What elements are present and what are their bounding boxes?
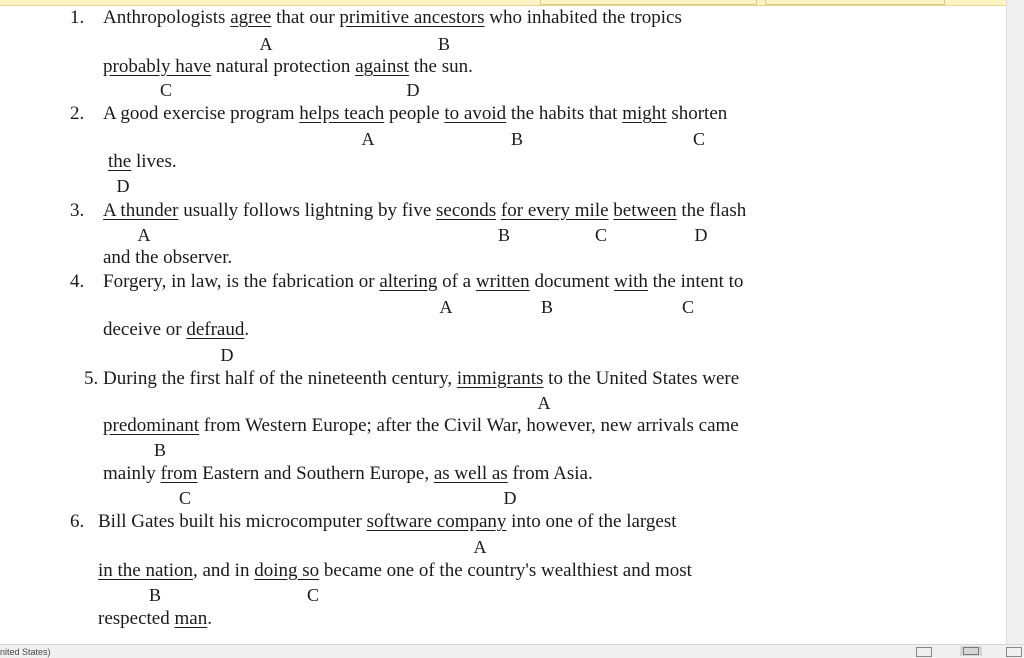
question-line: A good exercise program helps teach people to avoid the habits that might shorten bbox=[103, 103, 728, 124]
question-number: 1. bbox=[70, 7, 85, 28]
option-label-d: D bbox=[406, 80, 420, 100]
underlined-option-d: against bbox=[355, 56, 410, 77]
underlined-option-c: doing so bbox=[254, 560, 320, 581]
question-line: Anthropologists agree that our primitive ancestors who inhabited the tropics bbox=[103, 7, 682, 28]
print-layout-icon[interactable] bbox=[960, 646, 982, 656]
option-label-b: B bbox=[153, 440, 166, 460]
underlined-option-d: the bbox=[108, 151, 132, 172]
question-line: and the observer. bbox=[103, 247, 233, 268]
option-label-b: B bbox=[540, 297, 553, 317]
ruler-bar bbox=[0, 0, 1006, 6]
underlined-option-b: seconds bbox=[436, 200, 497, 221]
underlined-option-b: written bbox=[475, 271, 530, 292]
question-line: deceive or defraud. bbox=[103, 319, 250, 340]
option-label-a: A bbox=[439, 297, 453, 317]
option-label-c: C bbox=[159, 80, 172, 100]
underlined-option-b: in the nation bbox=[98, 560, 193, 581]
underlined-option-d: defraud bbox=[186, 319, 245, 340]
question-number: 5. bbox=[84, 368, 99, 389]
underlined-option-b: to avoid bbox=[444, 103, 507, 124]
option-label-d: D bbox=[503, 488, 517, 508]
question-line: the lives. bbox=[108, 151, 177, 172]
option-label-b: B bbox=[510, 129, 523, 149]
option-label-a: A bbox=[361, 129, 375, 149]
question-line: probably have natural protection against the sun. bbox=[103, 56, 473, 77]
option-label-a: A bbox=[259, 34, 273, 54]
underlined-option-a: altering bbox=[379, 271, 438, 292]
option-label-c: C bbox=[178, 488, 191, 508]
underlined-option-c: from bbox=[160, 463, 198, 484]
underlined-option-a: A thunder bbox=[103, 200, 179, 221]
question-line: mainly from Eastern and Southern Europe, as well as from Asia. bbox=[103, 463, 593, 484]
language-indicator[interactable]: nited States) bbox=[0, 647, 51, 657]
option-label-d: D bbox=[220, 345, 234, 365]
question-number: 4. bbox=[70, 271, 85, 292]
question-number: 6. bbox=[70, 511, 85, 532]
question-line: Forgery, in law, is the fabrication or altering of a written document with the intent to bbox=[103, 271, 744, 292]
question-line: in the nation, and in doing so became one of the country's wealthiest and most bbox=[98, 560, 692, 581]
option-label-d: D bbox=[116, 176, 130, 196]
option-label-c: C bbox=[306, 585, 319, 605]
option-label-b: B bbox=[497, 225, 510, 245]
underlined-option-a: immigrants bbox=[456, 368, 544, 389]
underlined-option-c: with bbox=[614, 271, 648, 292]
question-line: predominant from Western Europe; after the Civil War, however, new arrivals came bbox=[103, 415, 739, 436]
question-line: Bill Gates built his microcomputer software company into one of the largest bbox=[98, 511, 677, 532]
underlined-option-d: as well as bbox=[433, 463, 508, 484]
option-label-b: B bbox=[148, 585, 161, 605]
web-layout-icon[interactable] bbox=[1006, 647, 1022, 657]
vertical-scrollbar[interactable] bbox=[1006, 0, 1024, 644]
underlined-option-c: probably have bbox=[103, 56, 212, 77]
underlined-option-c: for every mile bbox=[500, 200, 609, 221]
option-label-d: D bbox=[694, 225, 708, 245]
underlined-option-a: software company bbox=[366, 511, 507, 532]
read-mode-icon[interactable] bbox=[916, 647, 932, 657]
question-number: 3. bbox=[70, 200, 85, 221]
question-line: A thunder usually follows lightning by five seconds for every mile between the flash bbox=[103, 200, 747, 221]
underlined-option-a: helps teach bbox=[299, 103, 385, 124]
option-label-a: A bbox=[537, 393, 551, 413]
option-label-a: A bbox=[137, 225, 151, 245]
underlined-option-b: primitive ancestors bbox=[339, 7, 485, 28]
underlined-option-b: predominant bbox=[103, 415, 200, 436]
question-line: respected man. bbox=[98, 608, 212, 629]
option-label-a: A bbox=[473, 537, 487, 557]
option-label-c: C bbox=[681, 297, 694, 317]
underlined-option-d: man bbox=[174, 608, 208, 629]
question-line: 5. During the first half of the nineteenth century, immigrants to the United States were bbox=[84, 368, 740, 389]
option-label-b: B bbox=[437, 34, 450, 54]
status-bar bbox=[0, 644, 1024, 658]
underlined-option-a: agree bbox=[230, 7, 272, 28]
option-label-c: C bbox=[594, 225, 607, 245]
question-number: 2. bbox=[70, 103, 85, 124]
underlined-option-d: between bbox=[613, 200, 677, 221]
option-label-c: C bbox=[692, 129, 705, 149]
underlined-option-c: might bbox=[622, 103, 667, 124]
